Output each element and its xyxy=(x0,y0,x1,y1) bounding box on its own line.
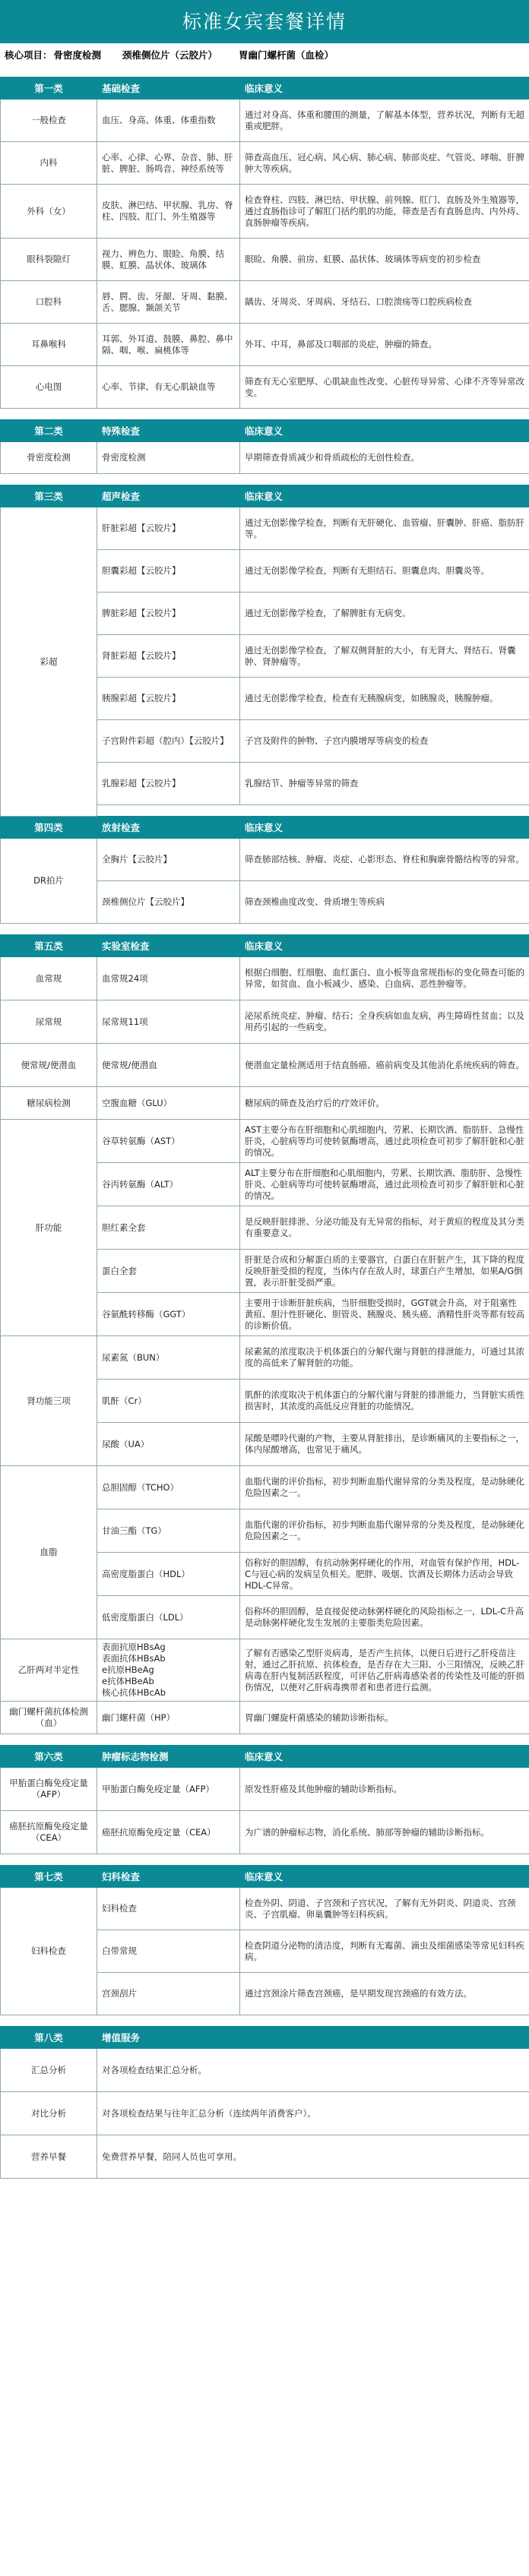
row-meaning: 根据白细胞、红细胞、血红蛋白、血小板等血常规指标的变化筛查可能的异常，如贫血、血小板减少、感染、白血病、恶性肿瘤等。 xyxy=(240,957,529,1000)
section-meaning-title: 临床意义 xyxy=(240,935,529,957)
row-meaning: 血脂代谢的评价指标，初步判断血脂代谢异常的分类及程度，是动脉硬化危险因素之一。 xyxy=(240,1466,529,1509)
section-meaning-title: 临床意义 xyxy=(240,1866,529,1888)
row-item: 甘油三酯（TG） xyxy=(97,1509,240,1553)
core-label: 核心项目： xyxy=(5,49,52,61)
row-category: DR拍片 xyxy=(1,839,97,924)
table-row xyxy=(1,2049,529,2092)
row-category: 一般检查 xyxy=(1,100,97,142)
row-item: 总胆固醇（TCHO） xyxy=(97,1466,240,1509)
row-category: 心电图 xyxy=(1,366,97,409)
table-row xyxy=(1,442,529,474)
row-category: 耳鼻喉科 xyxy=(1,324,97,366)
row-item: 全胸片【云胶片】 xyxy=(97,839,240,881)
table-row xyxy=(1,2092,529,2135)
row-category: 幽门螺杆菌抗体检测（血） xyxy=(1,1702,97,1734)
row-category: 乙肝两对半定性 xyxy=(1,1639,97,1702)
section-category: 第八类 xyxy=(1,2027,97,2049)
row-category: 血脂 xyxy=(1,1466,97,1639)
table-row xyxy=(1,1702,529,1734)
section-meaning-title: 临床意义 xyxy=(240,1746,529,1768)
row-meaning: 子宫及附件的肿物、子宫内膜增厚等病变的检查 xyxy=(240,720,529,763)
row-category: 肝功能 xyxy=(1,1120,97,1336)
row-item: 甲胎蛋白酶免疫定量（AFP） xyxy=(97,1768,240,1811)
section-category: 第六类 xyxy=(1,1746,97,1768)
row-item: 耳郭、外耳道、鼓膜、鼻腔、鼻中隔、咽、喉、扁桃体等 xyxy=(97,324,240,366)
row-category: 妇科检查 xyxy=(1,1888,97,2015)
row-item: 低密度脂蛋白（LDL） xyxy=(97,1596,240,1639)
row-item: 子宫附件彩超（腔内）【云胶片】 xyxy=(97,720,240,763)
row-item: 胰腺彩超【云胶片】 xyxy=(97,678,240,720)
package-table xyxy=(0,68,529,2179)
row-category: 甲胎蛋白酶免疫定量（AFP） xyxy=(1,1768,97,1811)
row-meaning: 血脂代谢的评价指标，初步判断血脂代谢异常的分类及程度，是动脉硬化危险因素之一。 xyxy=(240,1509,529,1553)
row-item: 肝脏彩超【云胶片】 xyxy=(97,507,240,550)
row-category: 营养早餐 xyxy=(1,2135,97,2179)
section-header xyxy=(1,1746,529,1768)
section-gap xyxy=(1,924,529,935)
row-meaning: 眼睑、角膜、前房、虹膜、晶状体、玻璃体等病变的初步检查 xyxy=(240,239,529,281)
row-item: 心率、心律、心界、杂音、肺、肝脏、脾脏、肠鸣音、神经系统等 xyxy=(97,142,240,185)
section-header xyxy=(1,1866,529,1888)
core-items-bar xyxy=(0,43,529,68)
section-meaning-title: 临床意义 xyxy=(240,485,529,507)
table-row xyxy=(1,1120,529,1163)
row-item: 胆囊彩超【云胶片】 xyxy=(97,550,240,593)
section-group-title: 超声检查 xyxy=(97,485,240,507)
row-item: 尿酸（UA） xyxy=(97,1423,240,1466)
section-gap xyxy=(1,1854,529,1866)
section-header xyxy=(1,2027,529,2049)
row-meaning: 筛查肺部结核、肿瘤、炎症、心影形态、脊柱和胸廓骨骼结构等的异常。 xyxy=(240,839,529,881)
row-meaning: 筛查颈椎曲度改变、骨质增生等疾病 xyxy=(240,881,529,924)
row-meaning: 了解有否感染乙型肝炎病毒，是否产生抗体，以便日后进行乙肝疫苗注射，通过乙肝抗原、抗体检查，是否存在大三阳、小三阳情况，反映乙肝病毒在肝内复制活跃程度，可评估乙肝病毒感染者的传染性及可能的肝损伤情况，以便对乙肝病毒携带者和患者进行监测。 xyxy=(240,1639,529,1702)
row-meaning: 原发性肝癌及其他肿瘤的辅助诊断指标。 xyxy=(240,1768,529,1811)
section-category: 第三类 xyxy=(1,485,97,507)
row-item: 谷草转氨酶（AST） xyxy=(97,1120,240,1163)
row-category: 内科 xyxy=(1,142,97,185)
row-meaning: 通过无创影像学检查，检查有无胰腺病变，如胰腺炎，胰腺肿瘤。 xyxy=(240,678,529,720)
row-meaning: 俗称坏的胆固醇，是直接促使动脉粥样硬化的风险指标之一，LDL-C升高是动脉粥样硬化发生发展的主要脂类危险因素。 xyxy=(240,1596,529,1639)
row-meaning: AST主要分布在肝细胞和心肌细胞内，劳累、长期饮酒、脂肪肝、急慢性肝炎，心脏病等均可使转氨酶增高，通过此项检查可初步了解肝脏和心脏的情况。 xyxy=(240,1120,529,1163)
table-row xyxy=(1,1087,529,1120)
row-category: 癌胚抗原酶免疫定量（CEA） xyxy=(1,1811,97,1854)
row-category: 口腔科 xyxy=(1,281,97,324)
row-meaning: 通过无创影像学检查，了解双侧肾脏的大小，有无肾大、肾结石、肾囊肿、肾肿瘤等。 xyxy=(240,635,529,678)
section-header xyxy=(1,817,529,839)
table-row xyxy=(1,2135,529,2179)
row-item: 乳腺彩超【云胶片】 xyxy=(97,763,240,805)
table-row xyxy=(1,839,529,881)
row-item: 对各项检查结果汇总分析。 xyxy=(97,2049,529,2092)
table-row xyxy=(1,100,529,142)
section-header xyxy=(1,420,529,442)
row-meaning: 通过无创影像学检查，判断有无胆结石、胆囊息肉、胆囊炎等。 xyxy=(240,550,529,593)
table-row xyxy=(1,142,529,185)
section-group-title: 放射检查 xyxy=(97,817,240,839)
row-meaning: 乳腺结节、肿瘤等异常的筛查 xyxy=(240,763,529,805)
row-item: 对各项检查结果与往年汇总分析（连续两年消费客户）。 xyxy=(97,2092,529,2135)
row-item: 脾脏彩超【云胶片】 xyxy=(97,593,240,635)
section-category: 第五类 xyxy=(1,935,97,957)
section-header xyxy=(1,77,529,100)
row-item: 心率、节律、有无心肌缺血等 xyxy=(97,366,240,409)
section-gap xyxy=(1,474,529,485)
section-meaning-title xyxy=(240,2027,529,2049)
section-category: 第七类 xyxy=(1,1866,97,1888)
section-category: 第二类 xyxy=(1,420,97,442)
row-item: 妇科检查 xyxy=(97,1888,240,1930)
row-category: 对比分析 xyxy=(1,2092,97,2135)
row-meaning: 通过无创影像学检查，判断有无肝硬化、血管瘤、肝囊肿、肝癌、脂肪肝等。 xyxy=(240,507,529,550)
row-category: 骨密度检测 xyxy=(1,442,97,474)
row-meaning: 检查外阴、阴道、子宫颈和子宫状况，了解有无外阴炎、阴道炎、宫颈炎、子宫肌瘤、卵巢囊肿等妇科疾病。 xyxy=(240,1888,529,1930)
row-meaning: 外耳、中耳，鼻部及口咽部的炎症，肿瘤的筛查。 xyxy=(240,324,529,366)
table-row xyxy=(1,1639,529,1702)
row-meaning: 便潜血定量检测适用于结直肠癌、癌前病变及其他消化系统疾病的筛查。 xyxy=(240,1044,529,1087)
row-meaning: 通过对身高、体重和腰围的测量，了解基本体型，营养状况，判断有无超重或肥胖。 xyxy=(240,100,529,142)
row-meaning: 龋齿、牙周炎、牙周病、牙结石、口腔溃疡等口腔疾病检查 xyxy=(240,281,529,324)
row-meaning: 通过宫颈涂片筛查宫颈癌，是早期发现宫颈癌的有效方法。 xyxy=(240,1973,529,2015)
table-row xyxy=(1,185,529,239)
section-header xyxy=(1,935,529,957)
row-meaning: 检查阴道分泌物的清洁度，判断有无霉菌、滴虫及细菌感染等常见妇科疾病。 xyxy=(240,1930,529,1973)
row-meaning: 通过无创影像学检查，了解脾脏有无病变。 xyxy=(240,593,529,635)
table-row xyxy=(1,366,529,409)
core-item: 颈椎侧位片（云胶片） xyxy=(122,49,218,61)
row-item: 尿常规11项 xyxy=(97,1000,240,1044)
row-meaning: 尿酸是嘌呤代谢的产物，主要从肾脏排出，是诊断痛风的主要指标之一，体内尿酸增高，也常见于痛风。 xyxy=(240,1423,529,1466)
row-item: 白带常规 xyxy=(97,1930,240,1973)
section-group-title: 妇科检查 xyxy=(97,1866,240,1888)
row-category: 糖尿病检测 xyxy=(1,1087,97,1120)
row-item: 宫颈刮片 xyxy=(97,1973,240,2015)
table-row xyxy=(1,957,529,1000)
row-item: 颈椎侧位片【云胶片】 xyxy=(97,881,240,924)
row-category: 外科（女） xyxy=(1,185,97,239)
section-gap xyxy=(1,1734,529,1746)
row-category: 眼科裂隙灯 xyxy=(1,239,97,281)
row-item: 尿素氮（BUN） xyxy=(97,1336,240,1380)
row-item: 骨密度检测 xyxy=(97,442,240,474)
row-item: 胆红素全套 xyxy=(97,1206,240,1250)
row-item: 高密度脂蛋白（HDL） xyxy=(97,1553,240,1596)
section-meaning-title: 临床意义 xyxy=(240,77,529,100)
table-row xyxy=(1,1044,529,1087)
row-item: 血压、身高、体重、体重指数 xyxy=(97,100,240,142)
section-category: 第一类 xyxy=(1,77,97,100)
table-row xyxy=(1,1466,529,1509)
row-category: 血常规 xyxy=(1,957,97,1000)
table-row xyxy=(1,324,529,366)
row-category: 尿常规 xyxy=(1,1000,97,1044)
row-item: 便常规/便潜血 xyxy=(97,1044,240,1087)
row-meaning: 筛查高血压、冠心病、风心病、肺心病、肺部炎症、气管炎、哮喘、肝脾肿大等疾病。 xyxy=(240,142,529,185)
table-row xyxy=(1,1336,529,1380)
row-category: 彩超 xyxy=(1,507,97,817)
row-item: 免费营养早餐，陪同人员也可享用。 xyxy=(97,2135,529,2179)
row-item: 幽门螺杆菌（HP） xyxy=(97,1702,240,1734)
core-item: 骨密度检测 xyxy=(53,49,102,61)
section-group-title: 基础检查 xyxy=(97,77,240,100)
section-group-title: 实验室检查 xyxy=(97,935,240,957)
section-gap xyxy=(1,409,529,420)
table-row xyxy=(1,239,529,281)
row-item: 表面抗原HBsAg 表面抗体HBsAb e抗原HBeAg e抗体HBeAb 核心抗体HBcAb xyxy=(97,1639,240,1702)
table-row xyxy=(1,1888,529,1930)
row-category: 便常规/便潜血 xyxy=(1,1044,97,1087)
row-meaning: 俗称好的胆固醇，有抗动脉粥样硬化的作用，对血管有保护作用，HDL-C与冠心病的发病呈负相关。肥胖、吸烟、饮酒及长期体力活动会导致HDL-C异常。 xyxy=(240,1553,529,1596)
row-meaning: 检查脊柱、四肢、淋巴结、甲状腺、前列腺、肛门、直肠及外生殖器等，通过直肠指诊可了解肛门括约肌的功能，筛查是否有直肠息肉、内外痔、直肠肿瘤等疾病。 xyxy=(240,185,529,239)
core-item: 胃幽门螺杆菌（血检） xyxy=(239,49,334,61)
row-item: 血常规24项 xyxy=(97,957,240,1000)
row-item: 唇、腭、齿、牙龈、牙周、黏膜、舌、腮腺、颞颌关节 xyxy=(97,281,240,324)
table-row xyxy=(1,1000,529,1044)
table-row xyxy=(1,507,529,550)
table-row xyxy=(1,1811,529,1854)
section-header xyxy=(1,485,529,507)
row-item: 肌酐（Cr） xyxy=(97,1380,240,1423)
row-meaning: 尿素氮的浓度取决于机体蛋白的分解代谢与肾脏的排泄能力，可通过其浓度的高低来了解肾脏的功能。 xyxy=(240,1336,529,1380)
row-item: 谷氨酰转移酶（GGT） xyxy=(97,1293,240,1336)
row-meaning: 胃幽门螺旋杆菌感染的辅助诊断指标。 xyxy=(240,1702,529,1734)
row-item: 癌胚抗原酶免疫定量（CEA） xyxy=(97,1811,240,1854)
row-meaning: 筛查有无心室肥厚、心肌缺血性改变、心脏传导异常、心律不齐等异常改变。 xyxy=(240,366,529,409)
row-meaning: 肝脏是合成和分解蛋白质的主要器官，白蛋白在肝脏产生，其下降的程度反映肝脏受损的程度，当体内存在敌人时，球蛋白产生增加，如果A/G倒置，表示肝脏受损严重。 xyxy=(240,1250,529,1293)
row-category: 汇总分析 xyxy=(1,2049,97,2092)
row-meaning: 为广谱的肿瘤标志物，消化系统、肺部等肿瘤的辅助诊断指标。 xyxy=(240,1811,529,1854)
row-meaning: 泌尿系统炎症、肿瘤、结石；全身疾病如血友病，再生障碍性贫血；以及用药引起的一些病变。 xyxy=(240,1000,529,1044)
page-title: 标准女宾套餐详情 xyxy=(0,0,529,43)
section-category: 第四类 xyxy=(1,817,97,839)
section-meaning-title: 临床意义 xyxy=(240,817,529,839)
section-group-title: 增值服务 xyxy=(97,2027,240,2049)
table-row xyxy=(1,281,529,324)
row-meaning: 糖尿病的筛查及治疗后的疗效评价。 xyxy=(240,1087,529,1120)
section-gap xyxy=(1,2015,529,2027)
row-item: 皮肤、淋巴结、甲状腺、乳房、脊柱、四肢、肛门、外生殖器等 xyxy=(97,185,240,239)
table-row xyxy=(1,1768,529,1811)
row-meaning: 肌酐的浓度取决于机体蛋白的分解代谢与肾脏的排泄能力，当肾脏实质性损害时，其浓度的高低反应肾脏的功能情况。 xyxy=(240,1380,529,1423)
section-group-title: 肿瘤标志物检测 xyxy=(97,1746,240,1768)
row-item: 蛋白全套 xyxy=(97,1250,240,1293)
section-gap xyxy=(1,68,529,77)
row-meaning: 主要用于诊断肝脏疾病，当肝细胞受损时，GGT就会升高，对于阻塞性黄疸、胆汁性肝硬化、胆管炎、胰腺炎、胰头癌、酒精性肝炎等都有较高的诊断价值。 xyxy=(240,1293,529,1336)
row-item: 谷丙转氨酶（ALT） xyxy=(97,1163,240,1206)
row-meaning: ALT主要分布在肝细胞和心肌细胞内，劳累、长期饮酒、脂肪肝、急慢性肝炎、心脏病等均可使转氨酶增高，通过此项检查可初步了解肝脏和心脏的情况。 xyxy=(240,1163,529,1206)
row-meaning: 是反映肝脏排泄、分泌功能及有无异常的指标，对于黄疸的程度及其分类有重要意义。 xyxy=(240,1206,529,1250)
row-item: 空腹血糖（GLU） xyxy=(97,1087,240,1120)
section-meaning-title: 临床意义 xyxy=(240,420,529,442)
row-meaning: 早期筛查骨质减少和骨质疏松的无创性检查。 xyxy=(240,442,529,474)
row-item: 肾脏彩超【云胶片】 xyxy=(97,635,240,678)
row-item: 视力、辨色力、眼睑、角膜、结膜、虹膜、晶状体、玻璃体 xyxy=(97,239,240,281)
row-category: 肾功能三项 xyxy=(1,1336,97,1466)
section-group-title: 特殊检查 xyxy=(97,420,240,442)
